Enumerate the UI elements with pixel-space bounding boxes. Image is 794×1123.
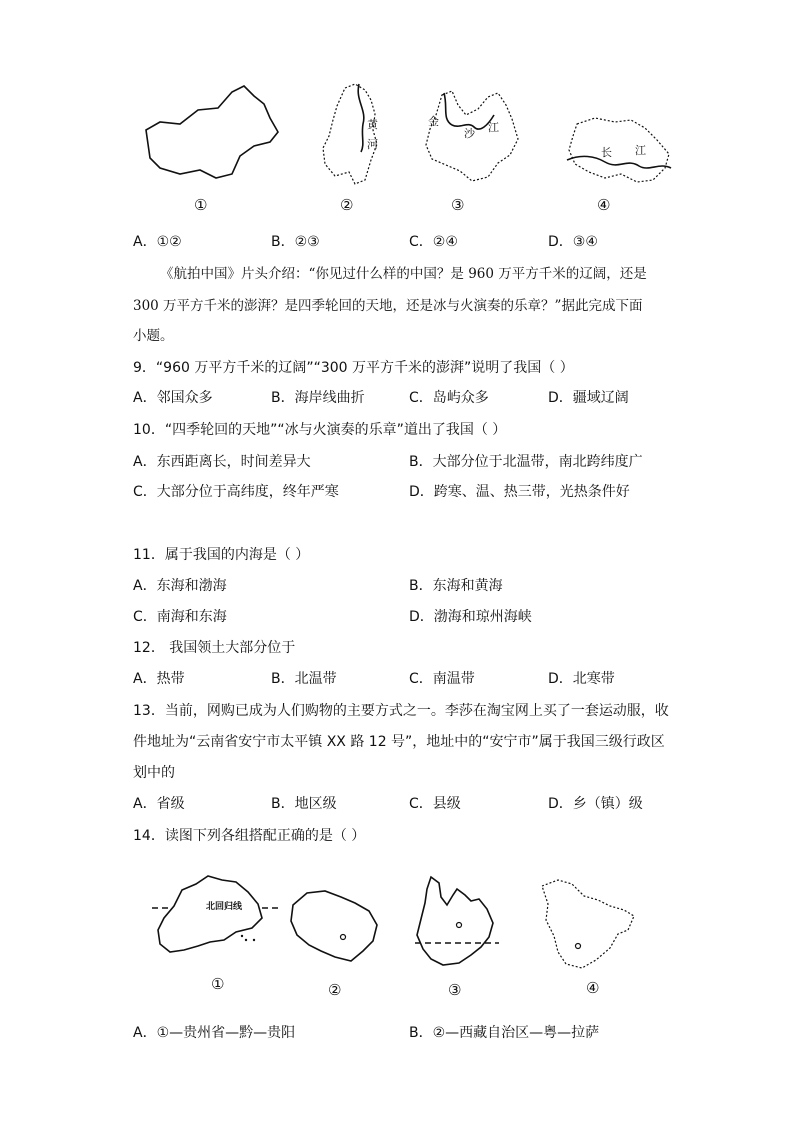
q8-option-d: D．③④ bbox=[548, 234, 598, 250]
q9-option-d: D．疆域辽阔 bbox=[548, 390, 629, 406]
figure1-label-1: ① bbox=[194, 196, 208, 214]
q14-stem: 14．读图下列各组搭配正确的是（ ） bbox=[133, 828, 366, 844]
q13-option-c: C．县级 bbox=[409, 796, 461, 812]
q8-option-c: C．②④ bbox=[409, 234, 458, 250]
q12-option-c: C．南温带 bbox=[409, 671, 475, 687]
q14-label-1: ① bbox=[211, 975, 225, 993]
map-label-jiang: 江 bbox=[488, 121, 499, 134]
q13-option-b: B．地区级 bbox=[271, 796, 337, 812]
map-yunnan-jinsha-river bbox=[422, 85, 522, 185]
q9-option-a: A．邻国众多 bbox=[133, 390, 213, 406]
q9-stem: 9．“960 万平方千米的辽阔”“300 万平方千米的澎湃”说明了我国（ ） bbox=[133, 360, 574, 376]
figure1-label-3: ③ bbox=[451, 196, 465, 214]
q14-option-a: A．①—贵州省—黔—贵阳 bbox=[133, 1025, 296, 1041]
q12-option-d: D．北寒带 bbox=[548, 671, 615, 687]
q8-option-b: B．②③ bbox=[271, 234, 320, 250]
q13-option-d: D．乡（镇）级 bbox=[548, 796, 643, 812]
tropic-of-cancer-label: 北回归线 bbox=[206, 902, 243, 912]
figure1-label-4: ④ bbox=[597, 196, 611, 214]
q9-option-c: C．岛屿众多 bbox=[409, 390, 489, 406]
q10-option-c: C．大部分位于高纬度，终年严寒 bbox=[133, 484, 339, 500]
figure1-label-2: ② bbox=[340, 196, 354, 214]
q14-label-3: ③ bbox=[448, 981, 462, 999]
map-yunnan-outline bbox=[413, 873, 503, 973]
q10-stem: 10．“四季轮回的天地”“冰与火演奏的乐章”道出了我国（ ） bbox=[133, 422, 507, 438]
q14-label-4: ④ bbox=[586, 979, 600, 997]
map-label-chang: 长 bbox=[601, 146, 612, 159]
q10-option-a: A．东西距离长，时间差异大 bbox=[133, 454, 311, 470]
q13-line-3: 划中的 bbox=[133, 765, 175, 781]
q13-line-2: 件地址为“云南省安宁市太平镇 XX 路 12 号”，地址中的“安宁市”属于我国三级行政区 bbox=[133, 734, 665, 750]
q12-option-b: B．北温带 bbox=[271, 671, 337, 687]
map-hubei-yangtze-river bbox=[565, 110, 675, 190]
map-xinjiang-outline bbox=[140, 82, 280, 182]
map-heilongjiang-outline bbox=[538, 876, 638, 971]
q13-line-1: 13．当前，网购已成为人们购物的主要方式之一。李莎在淘宝网上买了一套运动服，收 bbox=[133, 703, 669, 719]
map-label-he: 河 bbox=[367, 138, 378, 151]
q14-option-b: B．②—西藏自治区—粤—拉萨 bbox=[409, 1025, 600, 1041]
q11-stem: 11．属于我国的内海是（ ） bbox=[133, 547, 310, 563]
map-label-jiang2: 江 bbox=[635, 144, 646, 157]
map-xizang-outline bbox=[285, 885, 385, 965]
map-guangdong-outline bbox=[152, 870, 282, 960]
q11-option-c: C．南海和东海 bbox=[133, 609, 227, 625]
q10-option-b: B．大部分位于北温带，南北跨纬度广 bbox=[409, 454, 643, 470]
q11-option-d: D．渤海和琼州海峡 bbox=[409, 609, 532, 625]
q11-option-a: A．东海和渤海 bbox=[133, 578, 227, 594]
q14-label-2: ② bbox=[328, 981, 342, 999]
q9-option-b: B．海岸线曲折 bbox=[271, 390, 365, 406]
q8-option-a: A．①② bbox=[133, 234, 182, 250]
map-label-huang: 黄 bbox=[367, 118, 378, 131]
q10-option-d: D．跨寒、温、热三带，光热条件好 bbox=[409, 484, 630, 500]
map-label-jin: 金 bbox=[428, 115, 439, 128]
map-ningxia-yellow-river bbox=[315, 80, 385, 190]
q13-option-a: A．省级 bbox=[133, 796, 185, 812]
passage-line-1: 《航拍中国》片头介绍：“你见过什么样的中国？是 960 万平方千米的辽阔，还是 bbox=[160, 266, 647, 282]
map-label-sha: 沙 bbox=[464, 127, 475, 140]
q12-option-a: A．热带 bbox=[133, 671, 185, 687]
q12-stem: 12． 我国领土大部分位于 bbox=[133, 640, 296, 656]
passage-line-2: 300 万平方千米的澎湃？是四季轮回的天地，还是冰与火演奏的乐章？”据此完成下面 bbox=[133, 298, 643, 314]
q11-option-b: B．东海和黄海 bbox=[409, 578, 503, 594]
passage-line-3: 小题。 bbox=[133, 328, 174, 344]
